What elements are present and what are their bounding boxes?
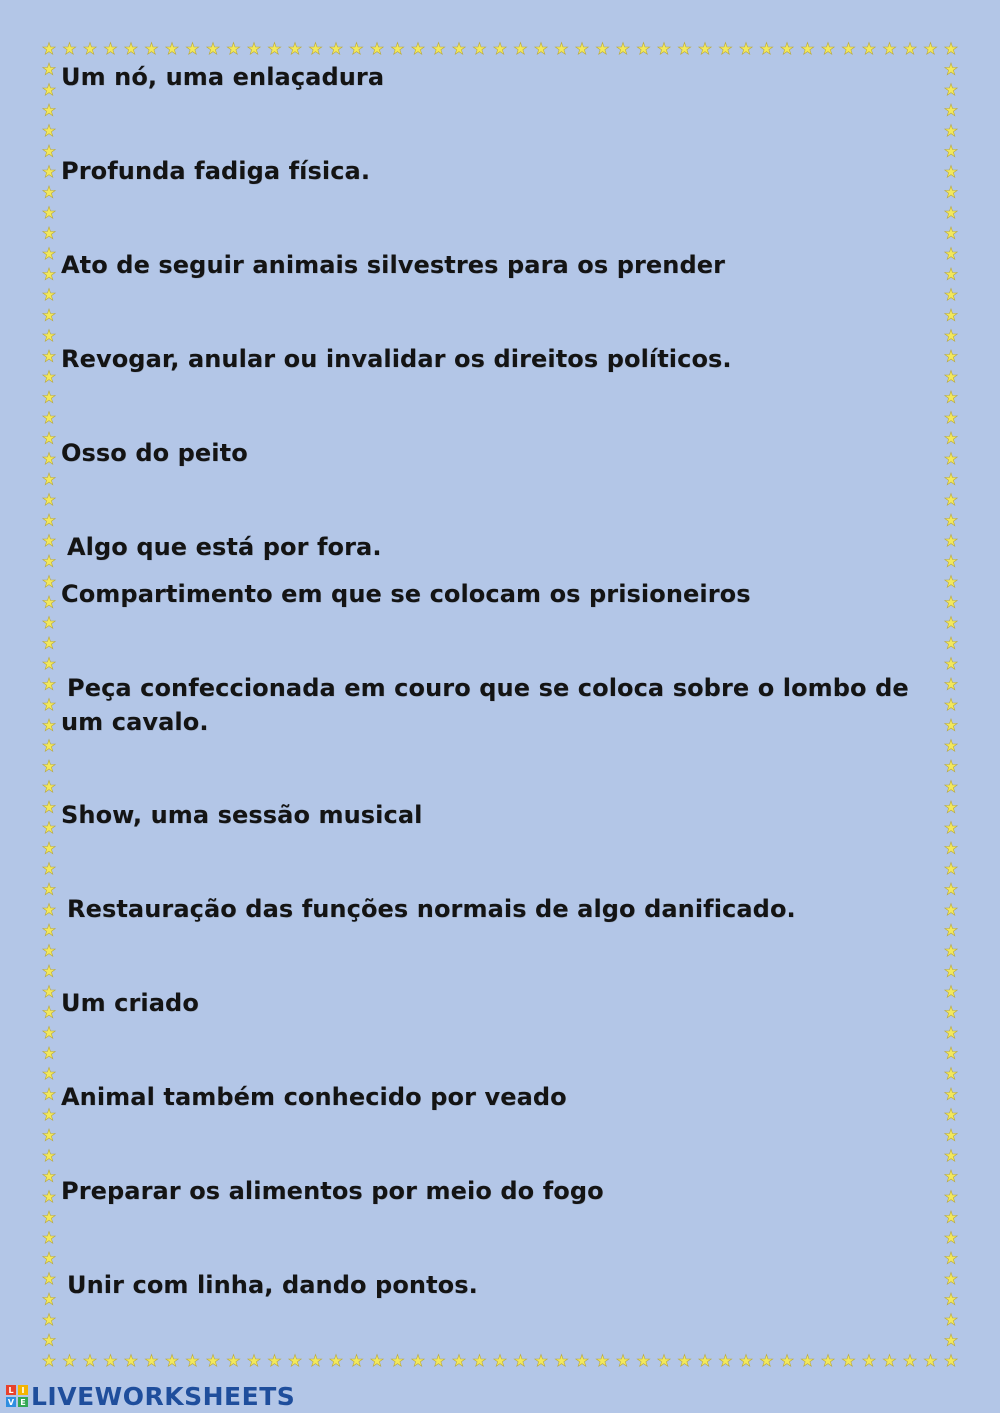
logo-letter-i: I (21, 1386, 25, 1395)
clue-10: Restauração das funções normais de algo danificado. (67, 895, 796, 923)
border-star-icon (43, 1355, 55, 1367)
clue-8: Peça confeccionada em couro que se coloca sobre o lombo de um cavalo. (61, 674, 909, 736)
border-star-icon (576, 43, 588, 55)
border-star-icon (945, 1129, 957, 1141)
border-star-icon (207, 1355, 219, 1367)
border-star-icon (945, 781, 957, 793)
border-star-icon (945, 412, 957, 424)
border-star-icon (945, 473, 957, 485)
border-star-icon (84, 43, 96, 55)
border-star-icon (432, 1355, 444, 1367)
border-star-icon (801, 1355, 813, 1367)
border-star-icon (166, 1355, 178, 1367)
border-star-icon (637, 1355, 649, 1367)
border-star-icon (43, 84, 55, 96)
logo-letter-e: E (20, 1398, 26, 1407)
border-star-icon (781, 43, 793, 55)
border-star-icon (43, 719, 55, 731)
border-star-icon (781, 1355, 793, 1367)
border-star-icon (945, 658, 957, 670)
border-star-icon (350, 1355, 362, 1367)
border-star-icon (43, 1109, 55, 1121)
logo-letter-v: V (7, 1398, 15, 1407)
border-star-icon (945, 945, 957, 957)
border-star-icon (186, 43, 198, 55)
border-star-icon (43, 576, 55, 588)
clue-4: Revogar, anular ou invalidar os direitos políticos. (61, 345, 732, 373)
border-star-icon (43, 371, 55, 383)
border-star-icon (186, 1355, 198, 1367)
border-star-icon (43, 227, 55, 239)
border-star-icon (43, 207, 55, 219)
border-star-icon (43, 658, 55, 670)
border-star-icon (945, 842, 957, 854)
border-star-icon (104, 43, 116, 55)
liveworksheets-logo-icon (6, 1385, 28, 1407)
border-star-icon (43, 1314, 55, 1326)
clue-14: Unir com linha, dando pontos. (67, 1271, 478, 1299)
border-star-icon (125, 43, 137, 55)
border-star-icon (43, 760, 55, 772)
border-star-icon (43, 801, 55, 813)
border-star-icon (945, 1314, 957, 1326)
border-star-icon (617, 1355, 629, 1367)
border-star-icon (945, 637, 957, 649)
border-star-icon (535, 1355, 547, 1367)
border-star-icon (43, 145, 55, 157)
border-star-icon (760, 1355, 772, 1367)
border-star-icon (104, 1355, 116, 1367)
border-star-icon (43, 863, 55, 875)
border-star-icon (945, 1252, 957, 1264)
border-star-icon (309, 43, 321, 55)
border-star-icon (945, 391, 957, 403)
border-star-icon (371, 1355, 383, 1367)
border-star-icon (945, 1211, 957, 1223)
border-star-icon (945, 309, 957, 321)
border-star-icon (596, 43, 608, 55)
border-star-icon (43, 473, 55, 485)
border-star-icon (43, 289, 55, 301)
border-star-icon (576, 1355, 588, 1367)
border-star-icon (863, 1355, 875, 1367)
border-star-icon (453, 43, 465, 55)
border-star-icon (43, 842, 55, 854)
border-star-icon (268, 1355, 280, 1367)
border-star-icon (453, 1355, 465, 1367)
border-star-icon (43, 637, 55, 649)
border-star-icon (43, 248, 55, 260)
clue-7: Compartimento em que se colocam os prisioneiros (61, 580, 751, 608)
border-star-icon (945, 719, 957, 731)
border-star-icon (248, 1355, 260, 1367)
border-star-icon (473, 43, 485, 55)
border-star-icon (43, 699, 55, 711)
border-star-icon (43, 104, 55, 116)
border-star-icon (945, 227, 957, 239)
border-star-icon (842, 43, 854, 55)
border-star-icon (678, 43, 690, 55)
border-star-icon (699, 43, 711, 55)
border-star-icon (43, 63, 55, 75)
border-star-icon (863, 43, 875, 55)
border-star-icon (330, 1355, 342, 1367)
border-star-icon (43, 166, 55, 178)
border-star-icon (43, 1068, 55, 1080)
border-star-icon (43, 1293, 55, 1305)
border-star-icon (945, 207, 957, 219)
border-star-icon (945, 1334, 957, 1346)
border-star-icon (945, 125, 957, 137)
border-star-icon (330, 43, 342, 55)
border-star-icon (207, 43, 219, 55)
border-star-icon (43, 1232, 55, 1244)
border-star-icon (391, 43, 403, 55)
border-star-icon (289, 43, 301, 55)
border-star-icon (43, 924, 55, 936)
border-star-icon (145, 1355, 157, 1367)
border-star-icon (945, 514, 957, 526)
border-star-icon (43, 1027, 55, 1039)
border-star-icon (945, 1355, 957, 1367)
border-star-icon (43, 186, 55, 198)
border-star-icon (801, 43, 813, 55)
border-star-icon (924, 1355, 936, 1367)
border-star-icon (678, 1355, 690, 1367)
border-star-icon (945, 1027, 957, 1039)
border-star-icon (43, 1191, 55, 1203)
border-star-icon (43, 986, 55, 998)
border-star-icon (63, 1355, 75, 1367)
clue-3: Ato de seguir animais silvestres para os prender (61, 251, 726, 279)
border-star-icon (43, 330, 55, 342)
border-star-icon (43, 617, 55, 629)
border-star-icon (945, 289, 957, 301)
border-star-icon (43, 535, 55, 547)
border-star-icon (43, 1150, 55, 1162)
border-star-icon (43, 268, 55, 280)
clue-6: Algo que está por fora. (67, 533, 382, 561)
border-star-icon (945, 43, 957, 55)
border-star-icon (125, 1355, 137, 1367)
border-star-icon (822, 1355, 834, 1367)
border-star-icon (289, 1355, 301, 1367)
border-star-icon (658, 1355, 670, 1367)
border-star-icon (412, 43, 424, 55)
logo-letter-l: L (8, 1386, 14, 1395)
border-star-icon (43, 740, 55, 752)
border-star-icon (945, 1150, 957, 1162)
clue-9: Show, uma sessão musical (61, 801, 423, 829)
border-star-icon (43, 1006, 55, 1018)
clue-12: Animal também conhecido por veado (61, 1083, 567, 1111)
border-star-icon (43, 596, 55, 608)
clue-11: Um criado (61, 989, 199, 1017)
border-star-icon (945, 1232, 957, 1244)
border-star-icon (945, 740, 957, 752)
border-star-icon (166, 43, 178, 55)
border-star-icon (43, 1273, 55, 1285)
border-star-icon (43, 514, 55, 526)
border-star-icon (371, 43, 383, 55)
border-star-icon (719, 1355, 731, 1367)
border-star-icon (945, 863, 957, 875)
border-star-icon (43, 822, 55, 834)
border-star-icon (596, 1355, 608, 1367)
border-star-icon (842, 1355, 854, 1367)
border-star-icon (43, 1088, 55, 1100)
border-star-icon (43, 1334, 55, 1346)
border-star-icon (268, 43, 280, 55)
clue-5: Osso do peito (61, 439, 248, 467)
border-star-icon (43, 555, 55, 567)
border-star-icon (227, 1355, 239, 1367)
border-star-icon (309, 1355, 321, 1367)
border-star-icon (43, 309, 55, 321)
border-star-icon (904, 43, 916, 55)
border-star-icon (514, 43, 526, 55)
border-star-icon (43, 965, 55, 977)
brand-name: LIVEWORKSHEETS (31, 1381, 296, 1411)
border-star-icon (945, 1047, 957, 1059)
border-star-icon (822, 43, 834, 55)
border-star-icon (883, 43, 895, 55)
border-star-icon (494, 1355, 506, 1367)
border-star-icon (904, 1355, 916, 1367)
border-star-icon (555, 1355, 567, 1367)
border-star-icon (924, 43, 936, 55)
border-star-icon (391, 1355, 403, 1367)
border-star-icon (43, 1170, 55, 1182)
border-star-icon (350, 43, 362, 55)
border-star-icon (43, 432, 55, 444)
border-star-icon (617, 43, 629, 55)
border-star-icon (658, 43, 670, 55)
border-star-icon (945, 330, 957, 342)
border-star-icon (945, 104, 957, 116)
border-star-icon (43, 1129, 55, 1141)
border-star-icon (43, 781, 55, 793)
border-star-icon (43, 350, 55, 362)
border-star-icon (227, 43, 239, 55)
border-star-icon (945, 678, 957, 690)
border-star-icon (945, 617, 957, 629)
border-star-icon (43, 1211, 55, 1223)
border-star-icon (719, 43, 731, 55)
border-star-icon (43, 412, 55, 424)
border-star-icon (43, 125, 55, 137)
border-star-icon (43, 453, 55, 465)
border-star-icon (43, 904, 55, 916)
border-star-icon (43, 1047, 55, 1059)
border-star-icon (43, 391, 55, 403)
border-star-icon (43, 494, 55, 506)
border-star-icon (945, 1068, 957, 1080)
border-star-icon (43, 1252, 55, 1264)
border-star-icon (432, 43, 444, 55)
border-star-icon (473, 1355, 485, 1367)
border-star-icon (514, 1355, 526, 1367)
border-star-icon (945, 965, 957, 977)
border-star-icon (43, 678, 55, 690)
clue-1: Um nó, uma enlaçadura (61, 63, 385, 91)
border-star-icon (740, 1355, 752, 1367)
border-star-icon (248, 43, 260, 55)
liveworksheets-logo[interactable] (6, 1380, 295, 1412)
border-star-icon (494, 43, 506, 55)
clue-2: Profunda fadiga física. (61, 157, 371, 185)
border-star-icon (412, 1355, 424, 1367)
border-star-icon (760, 43, 772, 55)
border-star-icon (43, 43, 55, 55)
border-star-icon (63, 43, 75, 55)
border-star-icon (43, 945, 55, 957)
border-star-icon (883, 1355, 895, 1367)
border-star-icon (945, 760, 957, 772)
border-star-icon (535, 43, 547, 55)
border-star-icon (945, 699, 957, 711)
border-star-icon (699, 1355, 711, 1367)
border-star-icon (945, 494, 957, 506)
border-star-icon (555, 43, 567, 55)
border-star-icon (740, 43, 752, 55)
border-star-icon (43, 883, 55, 895)
clue-13: Preparar os alimentos por meio do fogo (61, 1177, 604, 1205)
border-star-icon (145, 43, 157, 55)
border-star-icon (84, 1355, 96, 1367)
border-star-icon (637, 43, 649, 55)
